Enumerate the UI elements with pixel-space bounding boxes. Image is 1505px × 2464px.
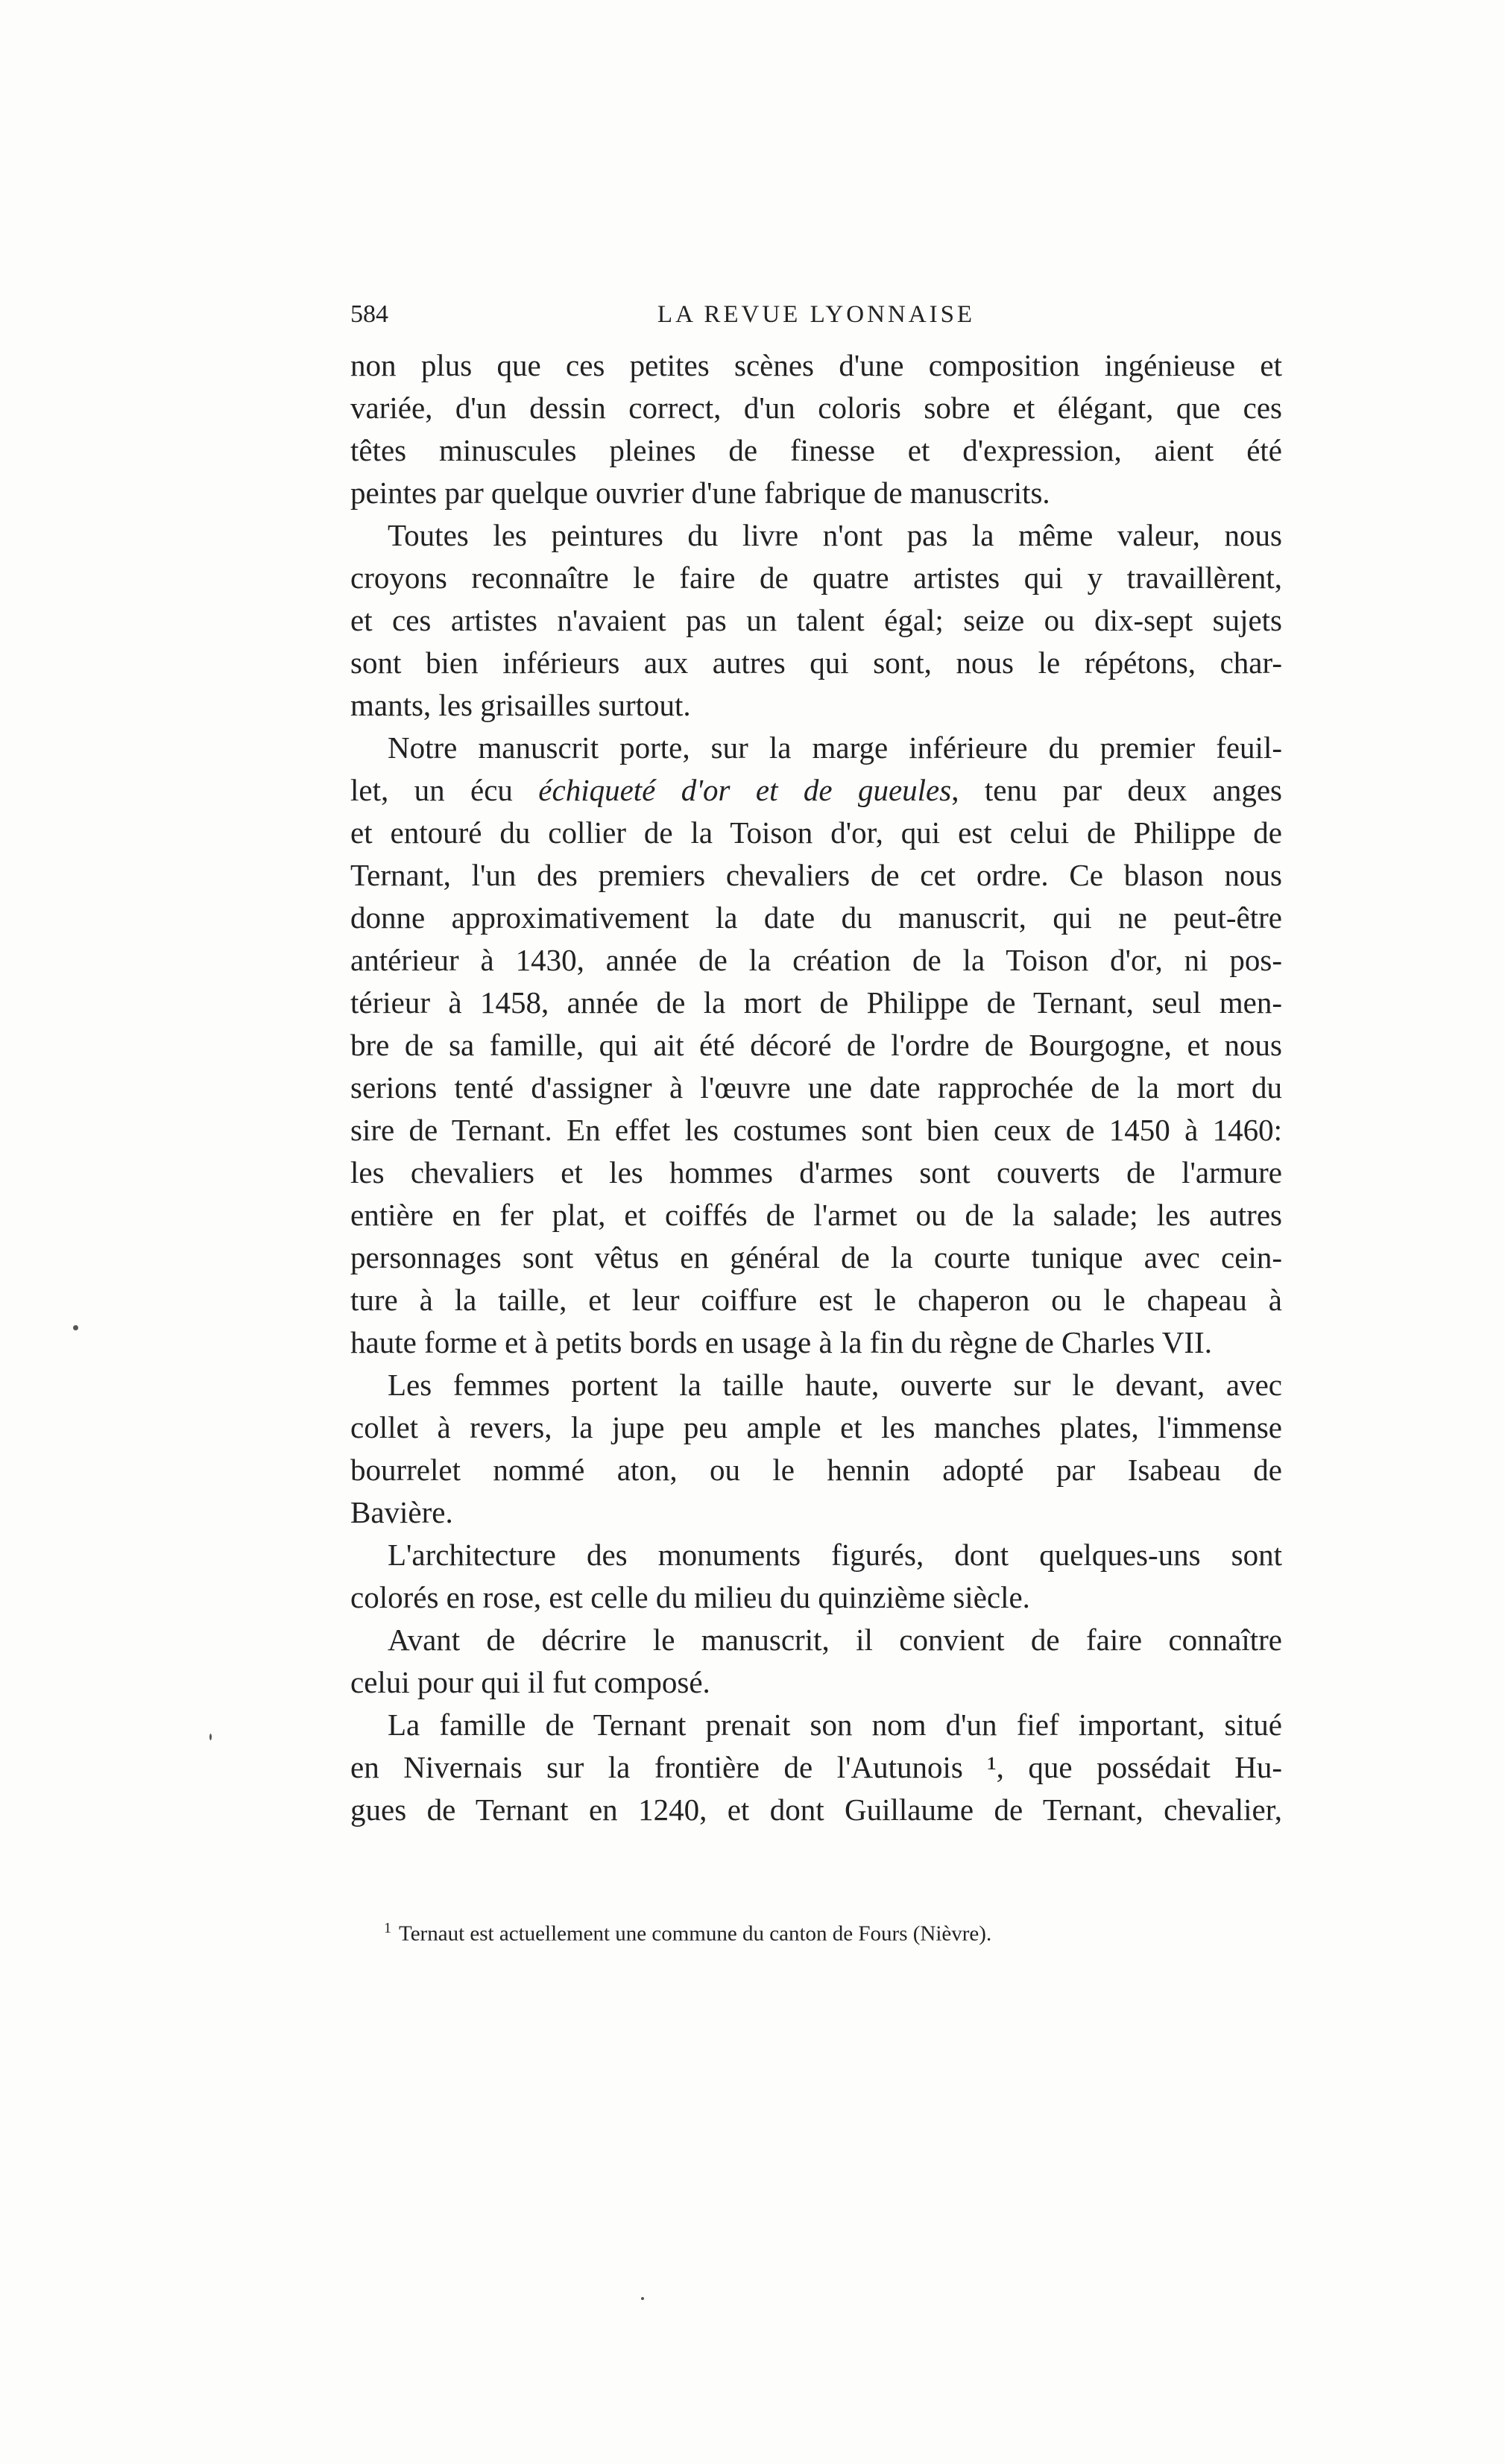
text-line: mants, les grisailles surtout. (350, 688, 691, 722)
text-line: sont bien inférieurs aux autres qui sont, nous le répétons, char- (350, 645, 1282, 680)
scan-speck (641, 2297, 644, 2300)
heraldic-blazon: échiqueté d'or et de gueules (538, 773, 952, 807)
text-line: non plus que ces petites scènes d'une composition ingénieuse et (350, 348, 1282, 382)
text-line: en Nivernais sur la frontière de l'Autunois ¹, que possédait Hu- (350, 1750, 1282, 1784)
paragraph-first-line: Toutes les peintures du livre n'ont pas la même valeur, nous (388, 518, 1282, 552)
text-run: , tenu par deux anges (951, 773, 1282, 807)
text-line: sire de Ternant. En effet les costumes sont bien ceux de 1450 à 1460: (350, 1113, 1282, 1147)
text-line: entière en fer plat, et coiffés de l'armet ou de la salade; les autres (350, 1198, 1282, 1232)
footnote (384, 1913, 991, 1949)
text-line: bourrelet nommé aton, ou le hennin adopté par Isabeau de (350, 1453, 1282, 1487)
text-line: Bavière. (350, 1495, 453, 1529)
text-line: Ternant, l'un des premiers chevaliers de cet ordre. Ce blason nous (350, 858, 1282, 892)
text-line: gues de Ternant en 1240, et dont Guillaume de Ternant, chevalier, (350, 1792, 1282, 1827)
footnote-marker: 1 (384, 1920, 391, 1936)
running-head (350, 297, 1282, 332)
text-line: celui pour qui il fut composé. (350, 1665, 710, 1699)
body-text (350, 344, 1282, 1831)
text-line: personnages sont vêtus en général de la courte tunique avec cein- (350, 1240, 1282, 1274)
text-line: variée, d'un dessin correct, d'un coloris sobre et élégant, que ces (350, 391, 1282, 425)
text-line: antérieur à 1430, année de la création de la Toison d'or, ni pos- (350, 943, 1282, 977)
text-line: haute forme et à petits bords en usage à la fin du règne de Charles VII. (350, 1325, 1212, 1359)
text-line: colorés en rose, est celle du milieu du quinzième siècle. (350, 1580, 1030, 1614)
text-line: serions tenté d'assigner à l'œuvre une date rapprochée de la mort du (350, 1070, 1282, 1105)
page-number: 584 (350, 300, 388, 328)
paragraph-first-line: L'architecture des monuments figurés, dont quelques-uns sont (388, 1538, 1282, 1572)
text-line: donne approximativement la date du manuscrit, qui ne peut-être (350, 900, 1282, 935)
text-line-with-italic (350, 769, 1282, 812)
paragraph-first-line: Notre manuscrit porte, sur la marge inférieure du premier feuil- (388, 730, 1282, 765)
text-line: bre de sa famille, qui ait été décoré de l'ordre de Bourgogne, et nous (350, 1028, 1282, 1062)
text-line: les chevaliers et les hommes d'armes sont couverts de l'armure (350, 1155, 1282, 1190)
text-line: et ces artistes n'avaient pas un talent égal; seize ou dix-sept sujets (350, 603, 1282, 637)
scan-speck (73, 1325, 78, 1330)
paragraph-first-line: Les femmes portent la taille haute, ouverte sur le devant, avec (388, 1368, 1282, 1402)
text-line: ture à la taille, et leur coiffure est le chaperon ou le chapeau à (350, 1283, 1282, 1317)
text-line: et entouré du collier de la Toison d'or, qui est celui de Philippe de (350, 815, 1282, 850)
footnote-text: Ternaut est actuellement une commune du canton de Fours (Nièvre). (399, 1921, 992, 1946)
text-line: collet à revers, la jupe peu ample et les manches plates, l'immense (350, 1410, 1282, 1444)
journal-title: LA REVUE LYONNAISE (657, 301, 976, 328)
text-line: croyons reconnaître le faire de quatre artistes qui y travaillèrent, (350, 560, 1282, 595)
paragraph-first-line: Avant de décrire le manuscrit, il convient de faire connaître (388, 1623, 1282, 1657)
text-line: térieur à 1458, année de la mort de Philippe de Ternant, seul men- (350, 985, 1282, 1020)
text-line: peintes par quelque ouvrier d'une fabrique de manuscrits. (350, 476, 1050, 510)
paragraph-first-line: La famille de Ternant prenait son nom d'un fief important, situé (388, 1708, 1282, 1742)
scan-speck (209, 1734, 212, 1740)
text-line: têtes minuscules pleines de finesse et d'expression, aient été (350, 433, 1282, 467)
text-run: let, un écu (350, 773, 539, 807)
